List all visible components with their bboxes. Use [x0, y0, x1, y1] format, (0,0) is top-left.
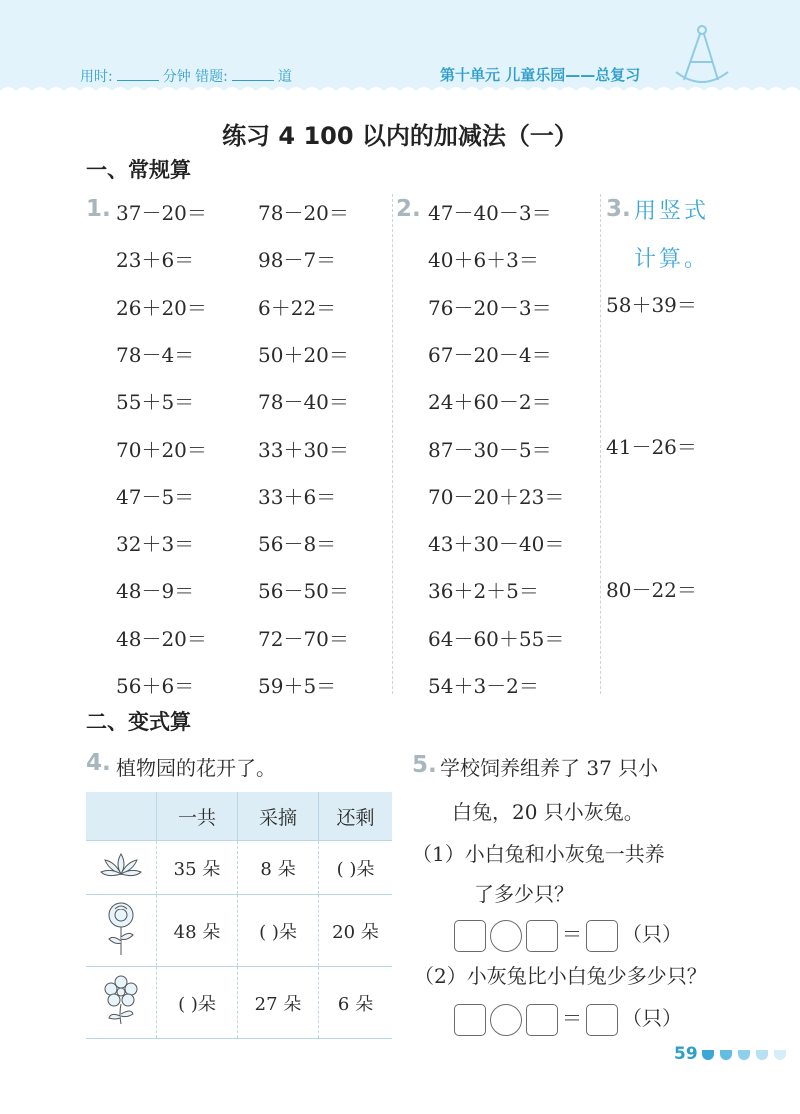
- compass-icon: [672, 22, 732, 86]
- lotus-flower-icon: [86, 841, 157, 895]
- time-record: [80, 66, 292, 86]
- q2-equation: 43＋30－40＝: [428, 532, 565, 557]
- answer-cell[interactable]: ( )朵: [157, 967, 238, 1039]
- q3-item: 41－26＝: [606, 435, 697, 459]
- table-header-blank: [86, 792, 157, 841]
- section1-heading: 一、常规算: [86, 158, 191, 182]
- unit-title: 第十单元 儿童乐园——总复习: [440, 66, 641, 84]
- q1-equation: 6＋22＝: [258, 295, 337, 320]
- q1-equation: 72－70＝: [258, 626, 349, 651]
- q3-instruction-line2: 计算。: [634, 247, 710, 272]
- table-cell: 6 朵: [319, 967, 393, 1039]
- q5-sub2: （2）小灰兔比小白兔少多少只？: [414, 964, 707, 988]
- q1-equation: 78－40＝: [258, 390, 349, 415]
- q2-equation: 67－20－4＝: [428, 342, 552, 367]
- table-row: [86, 841, 392, 895]
- q1-equation: 55＋5＝: [116, 390, 195, 415]
- q5-line2: 白兔，20 只小灰兔。: [452, 800, 644, 824]
- errors-blank[interactable]: [232, 68, 274, 81]
- answer-box[interactable]: [454, 1004, 486, 1036]
- rose-flower-icon: [86, 895, 157, 967]
- unit-label: （只）: [622, 922, 682, 946]
- answer-box[interactable]: [526, 1004, 558, 1036]
- five-petal-flower-icon: [86, 967, 157, 1039]
- table-cell: 27 朵: [238, 967, 319, 1039]
- q1-equation: 59＋5＝: [258, 674, 337, 698]
- operator-circle[interactable]: [490, 1004, 522, 1036]
- table-header-remaining: 还剩: [319, 792, 393, 841]
- table-row: [86, 967, 392, 1039]
- answer-box[interactable]: [586, 920, 618, 952]
- page-title: 练习 4 100 以内的加减法（一）: [222, 122, 578, 150]
- q3-item: 58＋39＝: [606, 293, 697, 317]
- section2-heading: 二、变式算: [86, 710, 191, 734]
- time-label: 用时:: [80, 69, 113, 85]
- q1-equation: 70＋20＝: [116, 437, 207, 462]
- table-cell: 20 朵: [319, 895, 393, 967]
- table-cell: 35 朵: [157, 841, 238, 895]
- equals-sign: ＝: [562, 1006, 582, 1030]
- q3-item: 80－22＝: [606, 578, 697, 602]
- q3-number: 3.: [606, 196, 631, 222]
- q1-equation: 50＋20＝: [258, 342, 349, 367]
- q1-number: 1.: [86, 196, 111, 222]
- q1-equation: 78－20＝: [258, 201, 349, 225]
- q2-equation: 40＋6＋3＝: [428, 248, 539, 273]
- q1-equation: 33＋6＝: [258, 484, 337, 509]
- q1-equation: 47－5＝: [116, 484, 195, 509]
- divider-dashed: [392, 194, 393, 694]
- q1-equation: 56－50＝: [258, 579, 349, 604]
- q2-equation: 87－30－5＝: [428, 437, 552, 462]
- operator-circle[interactable]: [490, 920, 522, 952]
- page-number: 59: [674, 1044, 698, 1064]
- item-label: 道: [277, 69, 292, 85]
- q1-equation: 23＋6＝: [116, 248, 195, 273]
- answer-box[interactable]: [526, 920, 558, 952]
- table-header-total: 一共: [157, 792, 238, 841]
- equals-sign: ＝: [562, 922, 582, 946]
- q1-equation: 56－8＝: [258, 532, 337, 557]
- q5-number: 5.: [412, 752, 437, 778]
- q1-equation: 98－7＝: [258, 248, 337, 273]
- answer-cell[interactable]: ( )朵: [238, 895, 319, 967]
- divider-dashed: [600, 194, 601, 694]
- q2-number: 2.: [396, 196, 421, 222]
- q5-line1: 学校饲养组养了 37 只小: [440, 756, 659, 780]
- answer-box[interactable]: [586, 1004, 618, 1036]
- q4-number: 4.: [86, 750, 111, 776]
- answer-equation-1: [454, 918, 686, 952]
- q1-equation: 33＋30＝: [258, 437, 349, 462]
- q2-equation: 76－20－3＝: [428, 295, 552, 320]
- q1-equation: 48－20＝: [116, 626, 207, 651]
- table-header-picked: 采摘: [238, 792, 319, 841]
- q2-equation: 54＋3－2＝: [428, 674, 539, 698]
- table-row: [86, 895, 392, 967]
- errors-label: 错题:: [195, 69, 228, 85]
- answer-box[interactable]: [454, 920, 486, 952]
- q1-equation: 26＋20＝: [116, 295, 207, 320]
- q3-instruction-line1: 用竖式: [634, 199, 710, 224]
- q5-sub1-line2: 了多少只？: [474, 882, 574, 906]
- q2-equation: 36＋2＋5＝: [428, 579, 539, 604]
- table-cell: 48 朵: [157, 895, 238, 967]
- minute-label: 分钟: [162, 69, 191, 85]
- answer-equation-2: [454, 1002, 686, 1036]
- q5-sub1-line1: （1）小白兔和小灰兔一共养: [412, 842, 665, 866]
- q1-equation: 32＋3＝: [116, 532, 195, 557]
- q1-equation: 48－9＝: [116, 579, 195, 604]
- q2-equation: 70－20＋23＝: [428, 484, 565, 509]
- unit-label: （只）: [622, 1006, 682, 1030]
- q1-equation: 78－4＝: [116, 342, 195, 367]
- decorative-drops-icon: [700, 1048, 792, 1062]
- q2-equation: 64－60＋55＝: [428, 626, 565, 651]
- q2-equation: 24＋60－2＝: [428, 390, 552, 415]
- q1-equation: 56＋6＝: [116, 674, 195, 698]
- table-cell: 8 朵: [238, 841, 319, 895]
- flower-table: [86, 792, 392, 1039]
- answer-cell[interactable]: ( )朵: [319, 841, 393, 895]
- q1-equation: 37－20＝: [116, 201, 207, 225]
- q4-text: 植物园的花开了。: [116, 756, 276, 780]
- q2-equation: 47－40－3＝: [428, 201, 552, 225]
- time-blank[interactable]: [117, 68, 159, 81]
